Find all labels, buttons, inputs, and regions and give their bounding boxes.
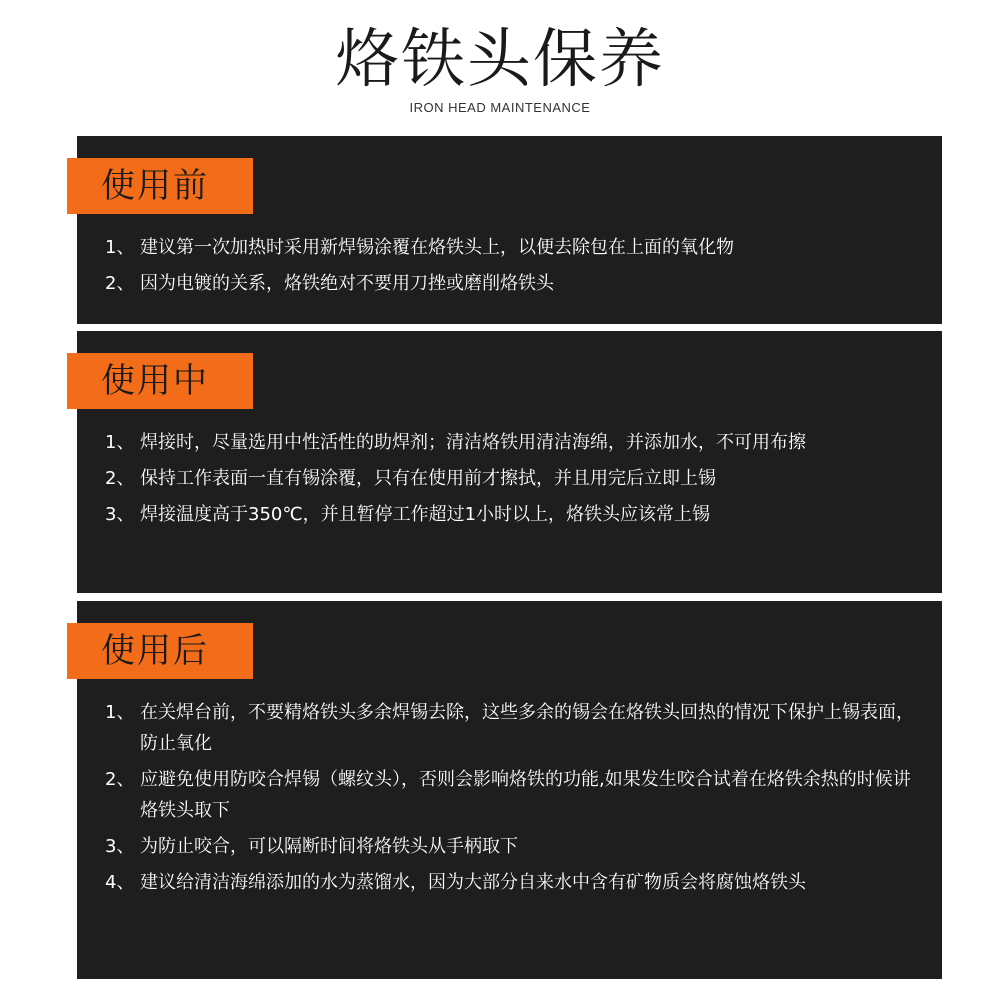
item-number: 1、	[105, 432, 135, 453]
list-item	[105, 764, 922, 826]
item-text: 建议第一次加热时采用新焊锡涂覆在烙铁头上，以便去除包在上面的氧化物	[140, 237, 734, 258]
list-item	[105, 867, 922, 898]
item-text: 因为电镀的关系，烙铁绝对不要用刀挫或磨削烙铁头	[140, 273, 554, 294]
item-number: 4、	[105, 872, 135, 893]
list-item	[105, 463, 922, 494]
list-item	[105, 427, 922, 458]
item-text: 应避免使用防咬合焊锡（螺纹头），否则会影响烙铁的功能,如果发生咬合试着在烙铁余热的时候讲烙铁头取下	[140, 769, 911, 821]
item-number: 3、	[105, 836, 135, 857]
list-item	[105, 499, 922, 530]
list-item	[105, 268, 922, 299]
item-text: 焊接时，尽量选用中性活性的助焊剂；清洁烙铁用清洁海绵，并添加水，不可用布擦	[140, 432, 806, 453]
list-item	[105, 697, 922, 759]
item-number: 1、	[105, 702, 135, 723]
item-number: 2、	[105, 769, 135, 790]
item-number: 1、	[105, 237, 135, 258]
item-list	[105, 697, 922, 903]
page-subtitle: IRON HEAD MAINTENANCE	[409, 100, 591, 115]
item-text: 建议给清洁海绵添加的水为蒸馏水，因为大部分自来水中含有矿物质会将腐蚀烙铁头	[140, 872, 806, 893]
section-during-use	[77, 331, 942, 593]
item-text: 保持工作表面一直有锡涂覆，只有在使用前才擦拭，并且用完后立即上锡	[140, 468, 716, 489]
list-item	[105, 232, 922, 263]
section-after-use	[77, 601, 942, 979]
item-list	[105, 427, 922, 535]
item-number: 2、	[105, 273, 135, 294]
section-before-use	[77, 136, 942, 324]
item-list	[105, 232, 922, 304]
item-text: 为防止咬合，可以隔断时间将烙铁头从手柄取下	[140, 836, 518, 857]
page-title: 烙铁头保养	[335, 23, 665, 97]
item-text: 焊接温度高于350℃，并且暂停工作超过1小时以上，烙铁头应该常上锡	[140, 504, 711, 525]
section-label: 使用中	[67, 353, 253, 409]
item-number: 2、	[105, 468, 135, 489]
item-text: 在关焊台前，不要精烙铁头多余焊锡去除，这些多余的锡会在烙铁头回热的情况下保护上锡表面，防止氧化	[140, 702, 914, 754]
item-number: 3、	[105, 504, 135, 525]
list-item	[105, 831, 922, 862]
section-label: 使用后	[67, 623, 253, 679]
section-label: 使用前	[67, 158, 253, 214]
